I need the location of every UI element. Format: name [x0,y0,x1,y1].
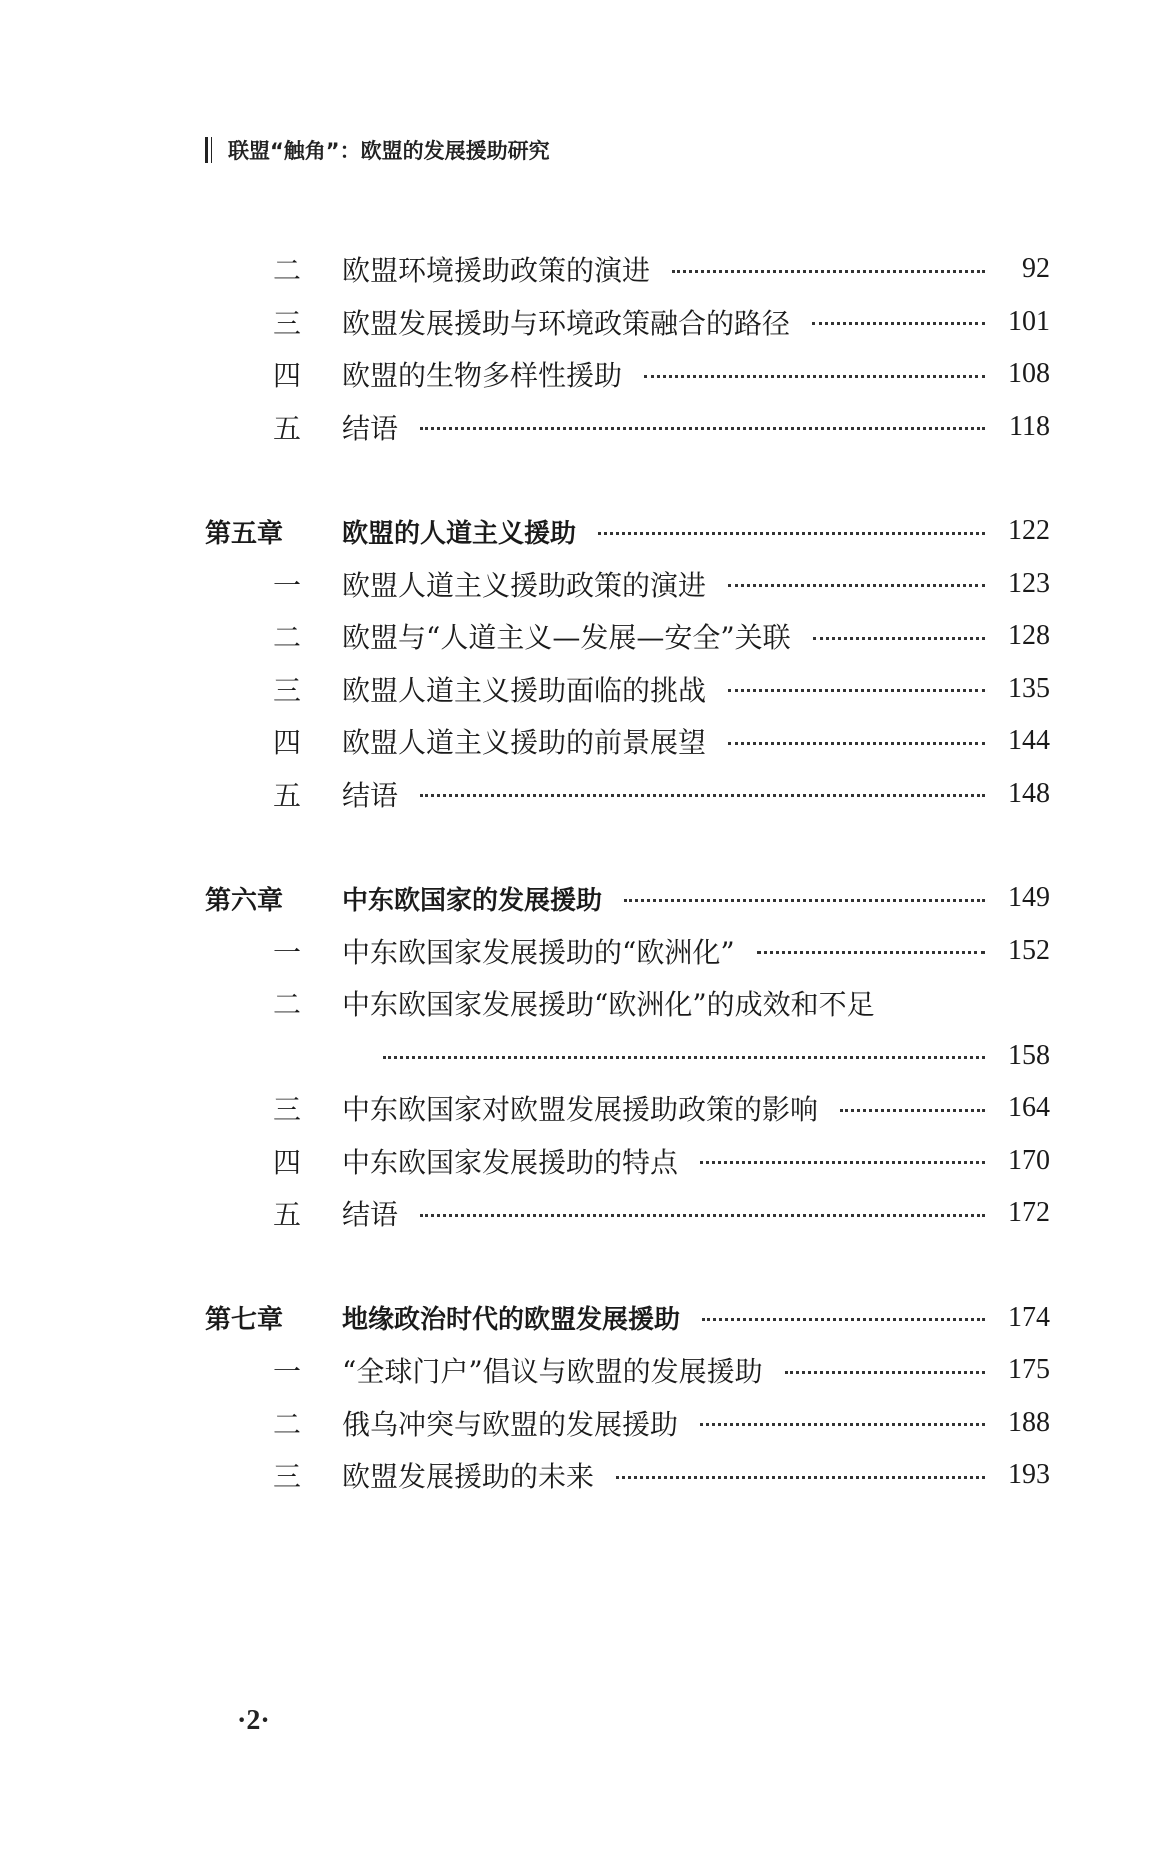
toc-section-entry[interactable] [205,1135,1050,1188]
toc-section-entry[interactable] [205,1187,1050,1240]
toc-section-entry[interactable] [205,925,1050,978]
entry-page-number: 193 [1008,1459,1050,1491]
toc-chapter-entry[interactable] [205,872,1050,925]
toc-section-entry[interactable] [205,663,1050,716]
leader-dots [672,270,985,273]
entry-number: 四 [273,726,302,760]
entry-number: 第五章 [205,518,284,549]
toc-section-entry[interactable] [205,348,1050,401]
entry-page-number: 149 [1008,882,1050,914]
entry-title: “全球门户”倡议与欧盟的发展援助 [342,1355,763,1389]
leader-dots [624,899,985,902]
leader-dots [813,637,985,640]
toc-section-entry[interactable] [205,977,1050,1030]
entry-title: 结语 [342,1198,399,1232]
toc-section-entry[interactable] [205,1344,1050,1397]
toc-section-entry[interactable] [205,296,1050,349]
entry-number: 一 [273,935,302,969]
running-header [205,135,550,165]
table-of-contents [205,243,1050,1502]
section-gap [205,1240,1050,1292]
entry-title: 欧盟人道主义援助的前景展望 [342,726,707,760]
entry-number: 二 [273,1407,302,1441]
section-gap [205,453,1050,505]
leader-dots [420,1214,985,1217]
entry-number: 五 [273,1198,302,1232]
entry-number: 一 [273,1355,302,1389]
entry-page-number: 158 [1008,1039,1050,1071]
entry-number: 三 [273,673,302,707]
entry-page-number: 122 [1008,515,1050,547]
entry-title: 欧盟人道主义援助面临的挑战 [342,673,707,707]
toc-section-entry[interactable] [205,243,1050,296]
leader-dots [383,1056,985,1059]
entry-title: 地缘政治时代的欧盟发展援助 [342,1305,681,1336]
entry-title: 俄乌冲突与欧盟的发展援助 [342,1407,679,1441]
leader-dots [840,1109,985,1112]
entry-page-number: 92 [1022,253,1050,285]
entry-page-number: 170 [1008,1144,1050,1176]
entry-title: 结语 [342,411,399,445]
entry-number: 四 [273,359,302,393]
header-bar-mark [205,137,212,163]
entry-title: 欧盟的人道主义援助 [342,518,577,549]
entry-page-number: 144 [1008,725,1050,757]
entry-page-number: 164 [1008,1092,1050,1124]
entry-page-number: 152 [1008,934,1050,966]
toc-section-entry[interactable] [205,1030,1050,1083]
entry-number: 二 [273,254,302,288]
leader-dots [785,1371,985,1374]
entry-page-number: 101 [1008,305,1050,337]
entry-title: 欧盟发展援助与环境政策融合的路径 [342,306,791,340]
leader-dots [420,794,985,797]
leader-dots [420,427,985,430]
toc-section-entry[interactable] [205,715,1050,768]
leader-dots [812,322,985,325]
toc-section-entry[interactable] [205,558,1050,611]
toc-section-entry[interactable] [205,610,1050,663]
entry-title: 中东欧国家发展援助“欧洲化”的成效和不足 [342,988,875,1022]
toc-chapter-entry[interactable] [205,505,1050,558]
entry-number: 五 [273,411,302,445]
entry-number: 二 [273,988,302,1022]
page-number: ·2· [237,1705,270,1736]
entry-page-number: 123 [1008,567,1050,599]
toc-section-entry[interactable] [205,768,1050,821]
toc-section-entry[interactable] [205,1449,1050,1502]
entry-number: 五 [273,778,302,812]
leader-dots [728,742,985,745]
entry-title: 中东欧国家发展援助的“欧洲化” [342,935,735,969]
toc-section-entry[interactable] [205,1397,1050,1450]
toc-section-entry[interactable] [205,1082,1050,1135]
entry-title: 结语 [342,778,399,812]
entry-page-number: 148 [1008,777,1050,809]
entry-page-number: 108 [1008,358,1050,390]
entry-page-number: 188 [1008,1406,1050,1438]
entry-title: 欧盟人道主义援助政策的演进 [342,568,707,602]
entry-page-number: 175 [1008,1354,1050,1386]
entry-title: 欧盟的生物多样性援助 [342,359,623,393]
entry-page-number: 118 [1009,410,1050,442]
entry-page-number: 135 [1008,672,1050,704]
toc-chapter-entry[interactable] [205,1292,1050,1345]
toc-section-entry[interactable] [205,401,1050,454]
entry-number: 三 [273,1460,302,1494]
entry-title: 中东欧国家发展援助的特点 [342,1145,679,1179]
leader-dots [728,584,985,587]
leader-dots [616,1476,985,1479]
leader-dots [757,951,985,954]
entry-page-number: 172 [1008,1197,1050,1229]
entry-number: 一 [273,568,302,602]
entry-number: 三 [273,306,302,340]
book-title: 联盟“触角”：欧盟的发展援助研究 [228,139,550,163]
entry-title: 欧盟发展援助的未来 [342,1460,595,1494]
leader-dots [644,375,985,378]
entry-number: 二 [273,621,302,655]
entry-title: 中东欧国家对欧盟发展援助政策的影响 [342,1093,819,1127]
entry-title: 欧盟与“人道主义—发展—安全”关联 [342,621,791,655]
entry-number: 第七章 [205,1305,284,1336]
entry-number: 三 [273,1093,302,1127]
entry-number: 第六章 [205,885,284,916]
leader-dots [728,689,985,692]
leader-dots [702,1318,985,1321]
leader-dots [598,532,985,535]
entry-page-number: 128 [1008,620,1050,652]
entry-title: 中东欧国家的发展援助 [342,885,603,916]
entry-title: 欧盟环境援助政策的演进 [342,254,651,288]
leader-dots [700,1423,985,1426]
leader-dots [700,1161,985,1164]
entry-number: 四 [273,1145,302,1179]
entry-page-number: 174 [1008,1301,1050,1333]
section-gap [205,820,1050,872]
